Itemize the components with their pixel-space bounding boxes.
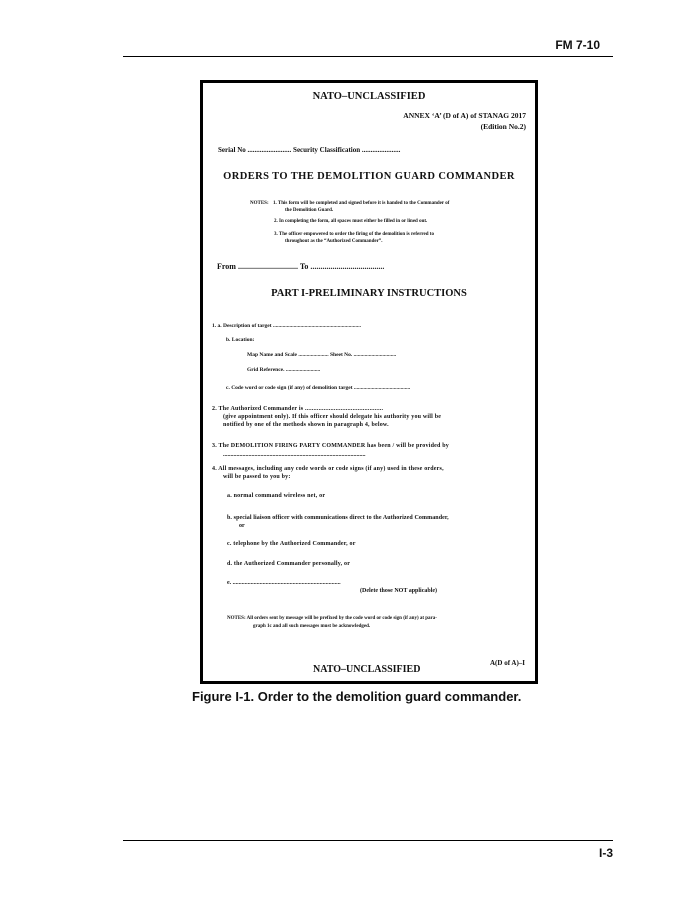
item-1b-location: b. Location: <box>226 337 255 343</box>
demolition-order-form <box>200 80 538 684</box>
item-4c: c. telephone by the Authorized Commander, or <box>227 541 356 547</box>
item-1c-code-word: c. Code word or code sign (if any) of demolition target ......................................... <box>226 385 411 391</box>
item-4-line-2: will be passed to you by: <box>223 474 291 480</box>
item-1b-grid-reference: Grid Reference. ......................... <box>247 367 321 373</box>
serial-security-line: Serial No ......................... Security Classification ...................... <box>218 146 401 154</box>
delete-note: (Delete those NOT applicable) <box>360 588 438 594</box>
note-3-line-2: throughout as the “Authorized Commander”. <box>285 239 383 244</box>
bottom-notes-line-1: NOTES: All orders sent by message will be prefixed by the code word or code sign (if any) at para- <box>227 616 437 621</box>
page-number: I-3 <box>598 846 613 860</box>
footer-rule <box>123 840 613 841</box>
edition-number: (Edition No.2) <box>480 122 526 131</box>
note-1-line-1: 1. This form will be completed and signed before it is handed to the Commander of <box>273 201 450 206</box>
annex-reference: ANNEX ‘A’ (D of A) of STANAG 2017 <box>403 111 526 120</box>
item-4a: a. normal command wireless net, or <box>227 493 326 499</box>
form-page-reference: A(D of A)–I <box>490 659 525 667</box>
classification-top: NATO–UNCLASSIFIED <box>312 91 426 102</box>
running-header: FM 7-10 <box>555 38 600 52</box>
item-4b-line-1: b. special liaison officer with communications direct to the Authorized Commander, <box>227 515 449 521</box>
item-2-line-2: (give appointment only). If this officer should delegate his authority you will be <box>223 414 442 420</box>
bottom-notes-line-2: graph 1c and all such messages must be acknowledged. <box>253 624 371 629</box>
item-3-line-2: ............................................................................................... <box>223 452 366 458</box>
item-4d: d. the Authorized Commander personally, or <box>227 561 351 567</box>
note-3-line-1: 3. The officer empowered to order the firing of the demolition is referred to <box>274 232 434 237</box>
item-4-line-1: 4. All messages, including any code words or code signs (if any) used in these orders, <box>212 466 444 472</box>
classification-bottom: NATO–UNCLASSIFIED <box>313 664 421 675</box>
header-rule <box>123 56 613 57</box>
item-1a-description-of-target: 1. a. Description of target ................................................................ <box>212 323 361 329</box>
note-1-line-2: the Demolition Guard. <box>285 208 334 213</box>
item-2-line-3: notified by one of the methods shown in paragraph 4, below. <box>223 422 389 428</box>
item-4e: e. ........................................................................ <box>227 580 341 586</box>
item-4b-line-2: or <box>239 523 245 529</box>
note-2: 2. In completing the form, all spaces must either be filled in or lined out. <box>274 219 428 224</box>
item-1b-map-sheet: Map Name and Scale ...................... Sheet No. ............................... <box>247 352 397 358</box>
notes-label: NOTES: <box>250 201 269 206</box>
item-3-line-1: 3. The DEMOLITION FIRING PARTY COMMANDER has been / will be provided by <box>212 443 449 449</box>
part-1-heading: PART I-PRELIMINARY INSTRUCTIONS <box>271 288 467 299</box>
form-title: ORDERS TO THE DEMOLITION GUARD COMMANDER <box>223 171 515 182</box>
figure-caption: Figure I-1. Order to the demolition guard commander. <box>192 689 522 704</box>
item-2-line-1: 2. The Authorized Commander is .............................................. <box>212 406 384 412</box>
from-to-line: From .............................. To ..................................... <box>217 262 385 271</box>
